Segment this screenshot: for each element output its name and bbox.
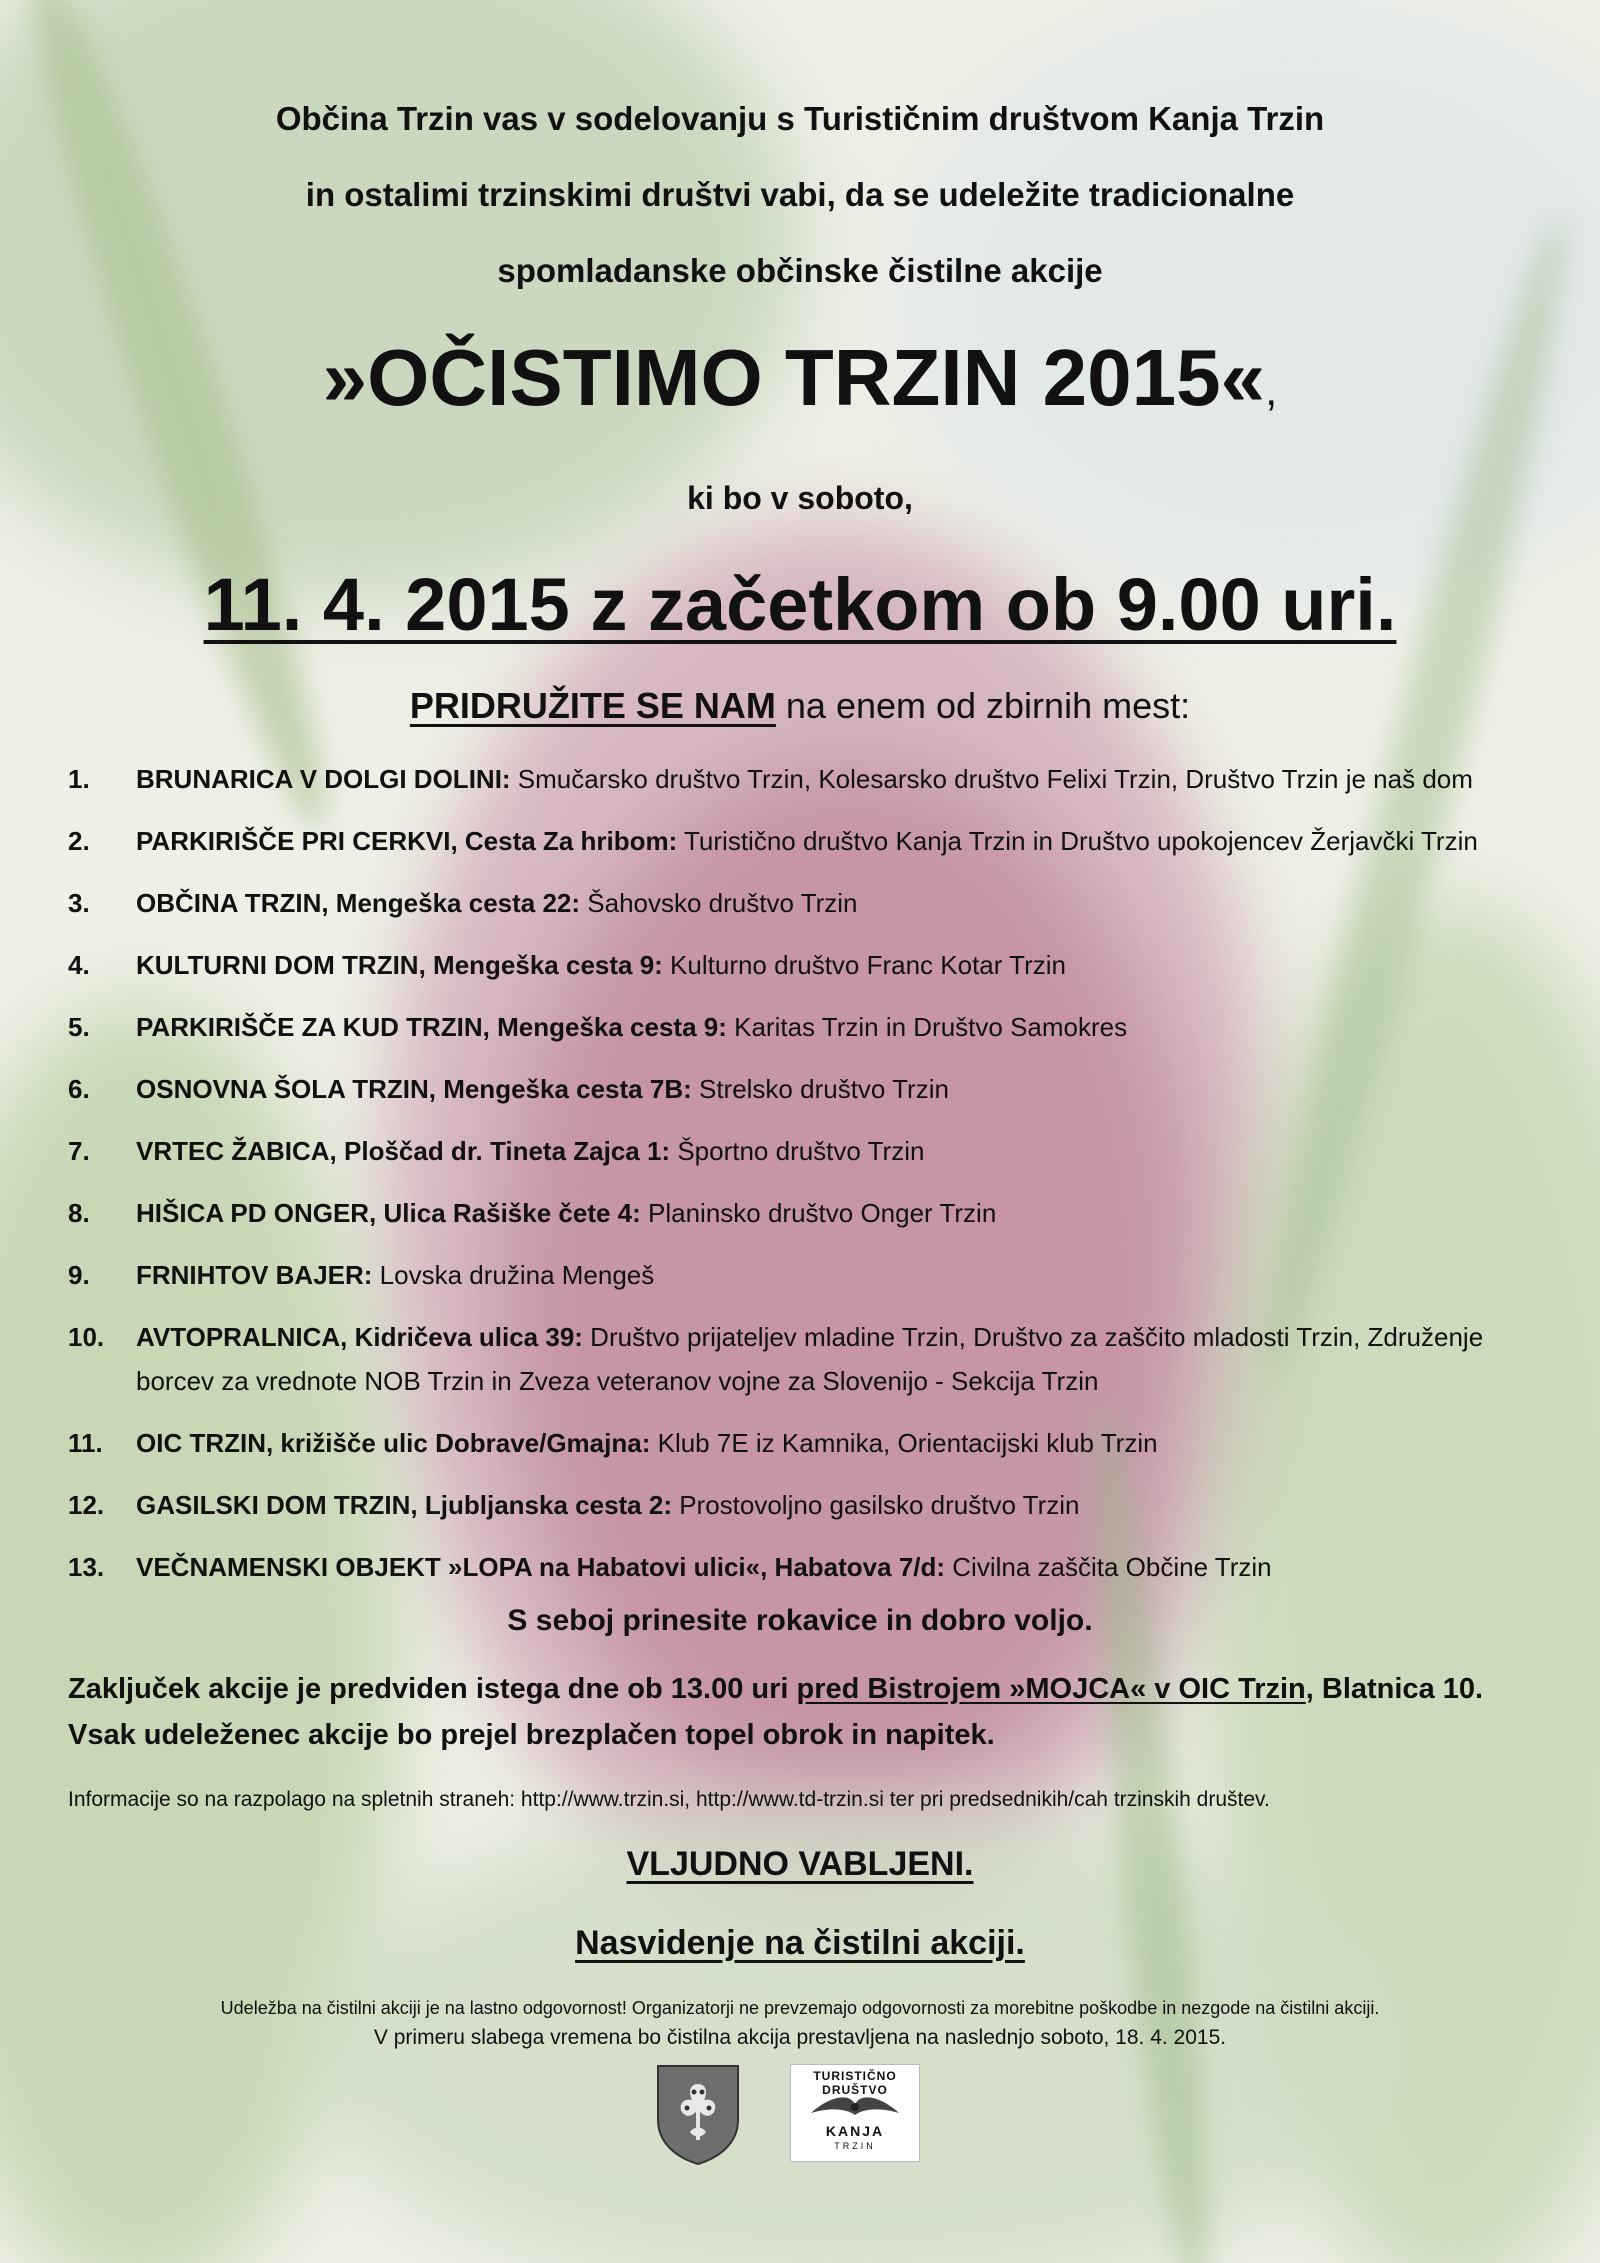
join-heading-strong: PRIDRUŽITE SE NAM: [409, 685, 776, 726]
list-item: [68, 1545, 1538, 1607]
list-item: [68, 1483, 1538, 1545]
info-note: Informacije so na razpolago na spletnih straneh: http://www.trzin.si, http://www.td-trzin.si ter pri predsednikih/cah trzinskih društev.: [68, 1788, 1270, 1811]
list-item: [68, 1191, 1538, 1253]
closing-part1: Zaključek akcije je predviden istega dne ob 13.00 uri: [68, 1673, 797, 1705]
list-item-number: 10.: [68, 1322, 105, 1352]
list-item-number: 13.: [68, 1552, 105, 1582]
list-item: [68, 819, 1538, 881]
goodbye-text: Nasvidenje na čistilni akciji.: [575, 1924, 1025, 1962]
closing-location: pred Bistrojem »MOJCA« v OIC Trzin: [796, 1673, 1306, 1705]
list-item-groups: Društvo prijateljev mladine Trzin, Društvo za zaščito mladosti Trzin, Združenje borcev za vrednote NOB Trzin in Zveza veteranov vojne za Slovenijo - Sekcija Trzin: [136, 1322, 1484, 1396]
intro-line-2: in ostalimi trzinskimi društvi vabi, da se udeležite tradicionalne: [305, 176, 1295, 213]
list-item: [68, 881, 1538, 943]
list-item-groups: Lovska družina Mengeš: [372, 1260, 655, 1290]
welcome-text: VLJUDNO VABLJENI.: [626, 1845, 974, 1883]
intro-line-3: spomladanske občinske čistilne akcije: [497, 252, 1103, 289]
coat-of-arms-logo: [654, 2062, 742, 2166]
list-item: [68, 1005, 1538, 1067]
kite-bird-icon: [791, 2085, 919, 2125]
tourist-society-logo: [790, 2064, 920, 2162]
welcome-heading: [0, 1845, 1600, 1884]
event-date-text: 11. 4. 2015 z začetkom ob 9.00 uri.: [203, 563, 1397, 646]
closing-note: [68, 1666, 1548, 1758]
logo-name-text: KANJA: [825, 2123, 885, 2139]
list-item: [68, 757, 1538, 819]
list-item-place: GASILSKI DOM TRZIN, Ljubljanska cesta 2:: [136, 1490, 672, 1520]
list-item-groups: Strelsko društvo Trzin: [691, 1074, 949, 1104]
list-item: [68, 1421, 1538, 1483]
list-item-groups: Karitas Trzin in Društvo Samokres: [726, 1012, 1128, 1042]
list-item-number: 7.: [68, 1136, 90, 1166]
closing-part2: , Blatnica 10.: [1305, 1673, 1484, 1705]
logo-place-text: TRZIN: [834, 2141, 876, 2151]
list-item-number: 5.: [68, 1012, 90, 1042]
list-item-number: 4.: [68, 950, 90, 980]
list-item-number: 8.: [68, 1198, 90, 1228]
logo-top-text: TURISTIČNO DRUŠTVO: [813, 2069, 897, 2097]
disclaimer: Udeležba na čistilni akciji je na lastno odgovornost! Organizatorji ne prevzemajo odgovornosti za morebitne poškodbe in nezgode na čistilni akciji.: [220, 1998, 1380, 2018]
list-item-groups: Šahovsko društvo Trzin: [580, 888, 858, 918]
list-item-number: 3.: [68, 888, 90, 918]
list-item: [68, 1253, 1538, 1315]
join-heading-rest: na enem od zbirnih mest:: [775, 685, 1191, 726]
list-item-place: OIC TRZIN, križišče ulic Dobrave/Gmajna:: [136, 1428, 651, 1458]
list-item: [68, 943, 1538, 1005]
list-item: [68, 1067, 1538, 1129]
event-title-comma: ,: [1265, 366, 1278, 415]
event-date: [0, 562, 1600, 647]
list-item-groups: Klub 7E iz Kamnika, Orientacijski klub Trzin: [650, 1428, 1158, 1458]
list-item-groups: Turistično društvo Kanja Trzin in Društvo upokojencev Žerjavčki Trzin: [677, 826, 1478, 856]
event-title-text: »OČISTIMO TRZIN 2015«: [322, 333, 1266, 422]
list-item-groups: Prostovoljno gasilsko društvo Trzin: [671, 1490, 1080, 1520]
list-item-number: 6.: [68, 1074, 90, 1104]
list-item-place: VEČNAMENSKI OBJEKT »LOPA na Habatovi ulici«, Habatova 7/d:: [136, 1552, 946, 1582]
list-item-number: 2.: [68, 826, 90, 856]
intro-line-1: Občina Trzin vas v sodelovanju s Turističnim društvom Kanja Trzin: [275, 100, 1325, 137]
list-item-groups: Kulturno društvo Franc Kotar Trzin: [662, 950, 1066, 980]
list-item: [68, 1129, 1538, 1191]
list-item-place: OSNOVNA ŠOLA TRZIN, Mengeška cesta 7B:: [136, 1074, 692, 1104]
list-item-groups: Planinsko društvo Onger Trzin: [640, 1198, 997, 1228]
list-item-place: VRTEC ŽABICA, Ploščad dr. Tineta Zajca 1:: [136, 1136, 671, 1166]
list-item-number: 11.: [68, 1428, 103, 1458]
list-item-groups: Športno društvo Trzin: [670, 1136, 925, 1166]
list-item-place: PARKIRIŠČE ZA KUD TRZIN, Mengeška cesta 9:: [136, 1012, 727, 1042]
closing-line2: Vsak udeleženec akcije bo prejel brezplačen topel obrok in napitek.: [68, 1719, 995, 1751]
list-item-place: PARKIRIŠČE PRI CERKVI, Cesta Za hribom:: [136, 826, 678, 856]
event-title: [0, 332, 1600, 424]
list-item-place: AVTOPRALNICA, Kidričeva ulica 39:: [136, 1322, 583, 1352]
goodbye-heading: [0, 1924, 1600, 1963]
list-item-place: BRUNARICA V DOLGI DOLINI:: [136, 764, 511, 794]
locations-list: [68, 757, 1538, 1607]
list-item-groups: Smučarsko društvo Trzin, Kolesarsko društvo Felixi Trzin, Društvo Trzin je naš dom: [510, 764, 1473, 794]
list-item-groups: Civilna zaščita Občine Trzin: [945, 1552, 1272, 1582]
list-item-number: 12.: [68, 1490, 105, 1520]
list-item-place: HIŠICA PD ONGER, Ulica Rašiške čete 4:: [136, 1198, 641, 1228]
list-item-number: 1.: [68, 764, 90, 794]
list-item-place: KULTURNI DOM TRZIN, Mengeška cesta 9:: [136, 950, 663, 980]
weather-note: V primeru slabega vremena bo čistilna akcija prestavljena na naslednjo soboto, 18. 4. 2015.: [373, 2026, 1227, 2049]
date-intro: ki bo v soboto,: [687, 480, 913, 516]
list-item-place: OBČINA TRZIN, Mengeška cesta 22:: [136, 888, 581, 918]
join-heading: [0, 685, 1600, 727]
list-item-number: 9.: [68, 1260, 90, 1290]
list-item: [68, 1315, 1538, 1421]
bring-note: S seboj prinesite rokavice in dobro voljo.: [507, 1604, 1093, 1637]
list-item-place: FRNIHTOV BAJER:: [136, 1260, 373, 1290]
